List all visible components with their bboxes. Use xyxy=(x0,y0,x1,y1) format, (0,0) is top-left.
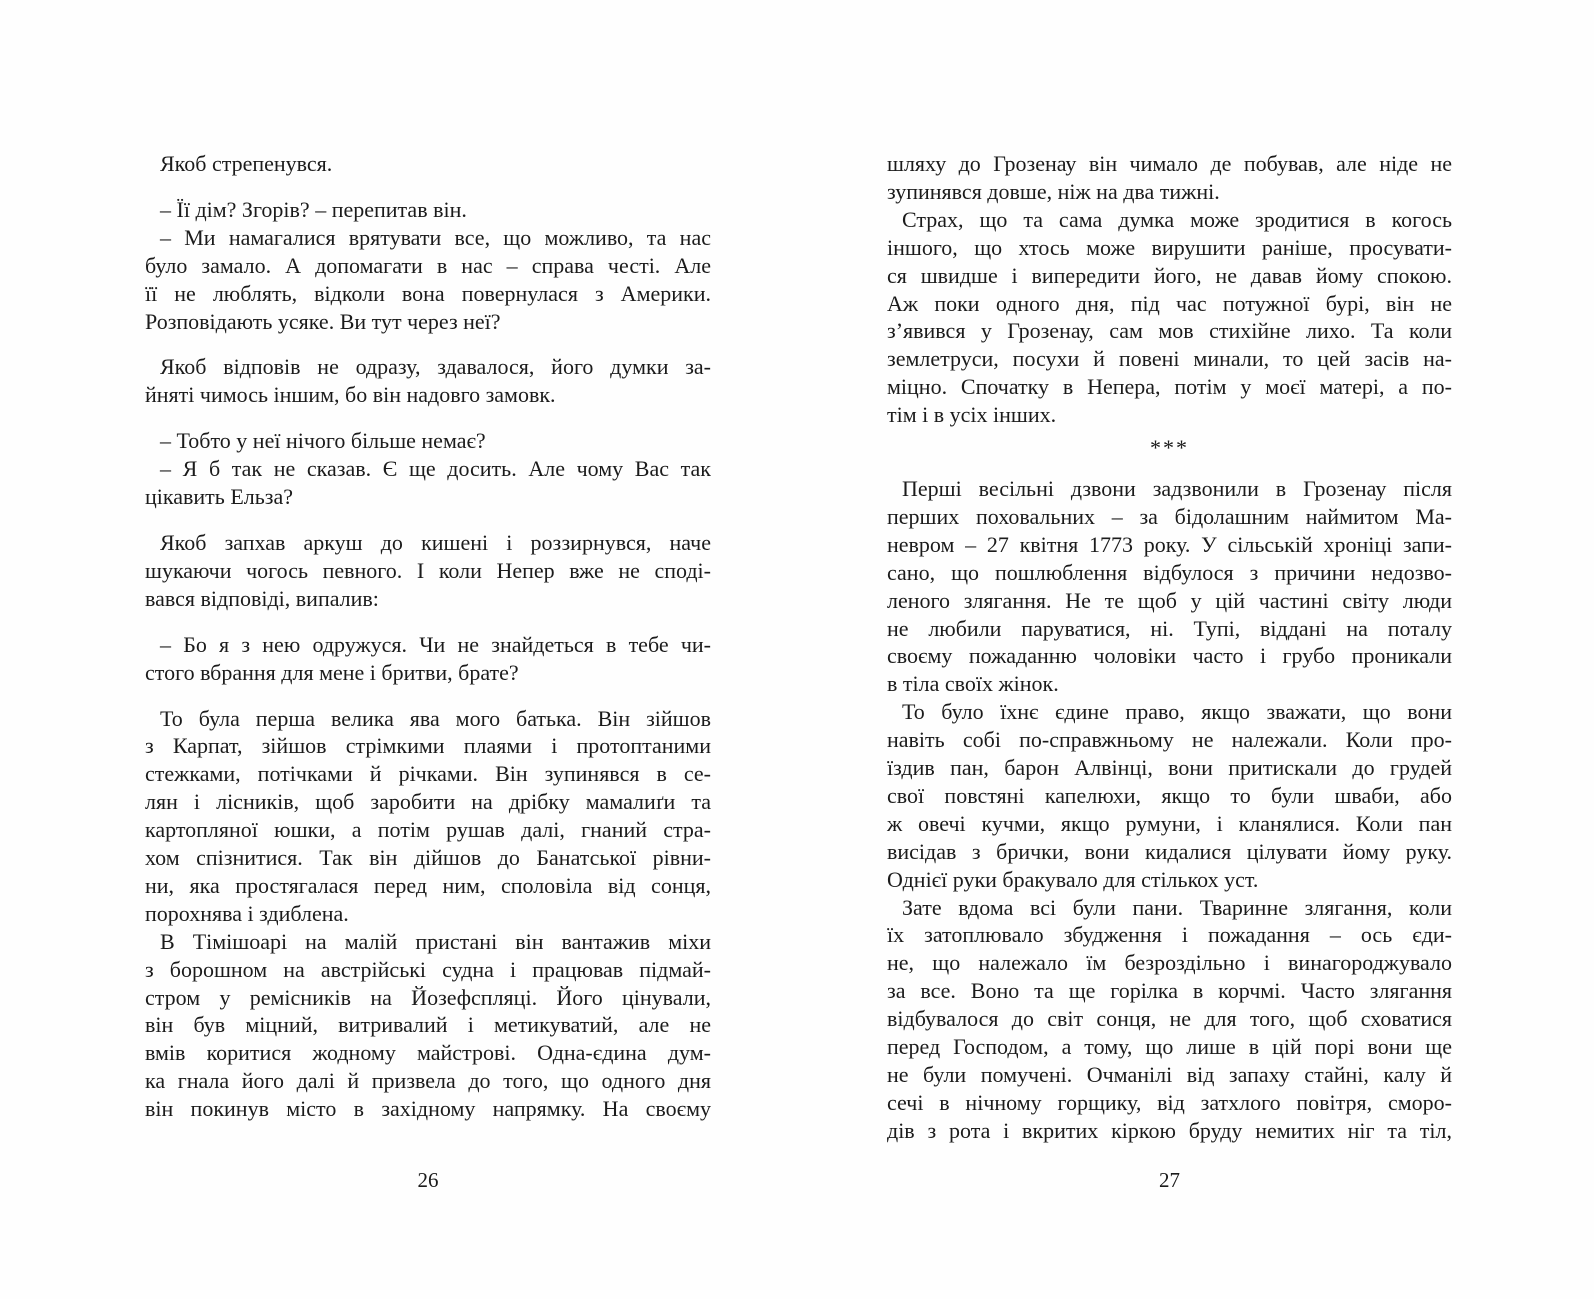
text-line: зупинявся довше, ніж на два тижні. xyxy=(887,178,1220,204)
text-line: Якоб стрепенувся. xyxy=(160,151,333,176)
text-line: цікавить Ельза? xyxy=(145,484,293,510)
text-line: сечі в нічному горщику, від затхлого повітря, сморо- xyxy=(887,1089,1452,1115)
text-line: вмів коритися жодному майстрові. Одна-єдина дум- xyxy=(145,1040,711,1066)
text-line: Зате вдома всі були пани. Тваринне злягання, коли xyxy=(902,894,1452,920)
text-line: стого вбрання для мене і бритви, брате? xyxy=(145,659,519,685)
text-line: шляху до Грозенау він чимало де побував, але ніде не xyxy=(887,151,1452,176)
page-27-text-column xyxy=(887,150,1452,1145)
text-line: невром – 27 квітня 1773 року. У сільській хроніці запи- xyxy=(887,531,1452,557)
text-line: не любили паруватися, ні. Тупі, віддані на поталу xyxy=(887,615,1452,641)
text-line: вався відповіді, випалив: xyxy=(145,585,379,611)
scene-separator: *** xyxy=(1150,435,1189,461)
text-line: йняті чимось іншим, бо він надовго замовк. xyxy=(145,382,556,408)
text-line: іншого, що хтось може вирушити раніше, просувати- xyxy=(887,234,1452,260)
text-line: землетруси, посухи й повені минали, то цей засів на- xyxy=(887,346,1452,372)
text-line: В Тімішоарі на малій пристані він вантажив міхи xyxy=(160,928,711,954)
text-line: дів з рота і вкритих кіркою бруду немитих ніг та тіл, xyxy=(887,1117,1452,1143)
page-number: 27 xyxy=(1159,1168,1180,1192)
text-line: шукаючи чогось певного. І коли Непер вже не споді- xyxy=(145,557,711,583)
text-line: з борошном на австрійські судна і працював підмай- xyxy=(145,956,711,982)
text-line: міцно. Спочатку в Непера, потім у моєї матері, а по- xyxy=(887,374,1452,400)
text-line: стежками, потічками й річками. Він зупинявся в се- xyxy=(145,761,711,787)
text-line: її не люблять, відколи вона повернулася з Америки. xyxy=(145,280,711,306)
text-line: перших поховальних – за бідолашним наймитом Ма- xyxy=(887,503,1452,529)
text-line: ни, яка простягалася перед ним, споловіла від сонця, xyxy=(145,872,711,898)
text-line: стром у ремісників на Йозефспляці. Його цінували, xyxy=(145,984,711,1010)
text-line: Розповідають усяке. Ви тут через неї? xyxy=(145,308,501,334)
text-line: свої повстяні капелюхи, якщо то були шваби, або xyxy=(887,782,1452,808)
text-line: картопляної юшки, а потім рушав далі, гнаний стра- xyxy=(145,817,711,843)
text-line: – Тобто у неї нічого більше немає? xyxy=(160,428,486,454)
text-line: леного злягання. Не те щоб у цій частині світу люди xyxy=(887,587,1452,613)
text-line: – Ми намагалися врятувати все, що можливо, та нас xyxy=(160,224,711,250)
text-line: – Її дім? Згорів? – перепитав він. xyxy=(160,196,467,222)
text-line: не, що належало їм безроздільно і винагороджувало xyxy=(887,950,1452,976)
text-line: Якоб запхав аркуш до кишені і роззирнувся, наче xyxy=(160,529,711,555)
text-line: сано, що пошлюблення відбулося з причини недозво- xyxy=(887,559,1452,585)
text-line: відбувалося до світ сонця, не для того, щоб сховатися xyxy=(887,1006,1452,1032)
text-line: ж овечі кучми, якщо румуни, і кланялися. Коли пан xyxy=(887,810,1452,836)
text-line: То було їхнє єдине право, якщо зважати, що вони xyxy=(902,699,1452,725)
text-line: ка гнала його далі й призвела до того, що одного дня xyxy=(145,1068,711,1094)
text-line: перед Господом, а тому, що лише в цій порі вони ще xyxy=(887,1034,1452,1060)
text-line: було замало. А допомагати в нас – справа честі. Але xyxy=(145,252,711,278)
text-line: – Бо я з нею одружуся. Чи не знайдеться в тебе чи- xyxy=(160,631,711,657)
text-line: не були помучені. Очманілі від запаху стайні, калу й xyxy=(887,1062,1452,1087)
text-line: їздив пан, барон Алвінці, вони притискали до грудей xyxy=(887,755,1452,781)
text-line: їх затоплювало збудження і пожадання – ось єди- xyxy=(887,922,1452,948)
text-line: з Карпат, зійшов стрімкими плаями і протоптаними xyxy=(145,733,711,759)
text-line: порохнява і здиблена. xyxy=(145,900,349,926)
page-number: 26 xyxy=(417,1168,439,1192)
text-line: Аж поки одного дня, під час потужної бурі, він не xyxy=(887,290,1452,316)
text-line: він покинув місто в західному напрямку. На своєму xyxy=(145,1096,711,1122)
text-line: То була перша велика ява мого батька. Він зійшов xyxy=(160,705,711,731)
text-line: хом спізнитися. Так він дійшов до Банатської рівни- xyxy=(145,845,711,871)
text-line: Однієї руки бракувало для стількох уст. xyxy=(887,866,1259,892)
text-line: ся швидше і випередити його, не давав йому спокою. xyxy=(887,262,1452,288)
text-line: навіть собі по-справжньому не належали. Коли про- xyxy=(887,727,1452,753)
text-line: – Я б так не сказав. Є ще досить. Але чому Вас так xyxy=(160,456,711,482)
text-line: Страх, що та сама думка може зродитися в когось xyxy=(902,206,1452,232)
text-line: з’явився у Грозенау, сам мов стихійне лихо. Та коли xyxy=(887,318,1452,344)
text-line: за все. Воно та ще горілка в корчмі. Часто злягання xyxy=(887,978,1452,1004)
text-line: своєму пожаданню чоловіки часто і грубо проникали xyxy=(887,643,1452,669)
text-line: Перші весільні дзвони задзвонили в Грозенау після xyxy=(902,475,1452,501)
text-line: лян і лісників, щоб заробити на дрібку мамалиґи та xyxy=(145,789,711,815)
page-26-text-column xyxy=(145,150,711,1123)
text-line: Якоб відповів не одразу, здавалося, його думки за- xyxy=(160,354,711,380)
text-line: він був міцний, витривалий і метикуватий, але не xyxy=(145,1012,711,1038)
text-line: тім і в усіх інших. xyxy=(887,402,1057,428)
text-line: в тіла своїх жінок. xyxy=(887,671,1059,697)
text-line: висідав з брички, вони кидалися цілувати йому руку. xyxy=(887,838,1452,864)
